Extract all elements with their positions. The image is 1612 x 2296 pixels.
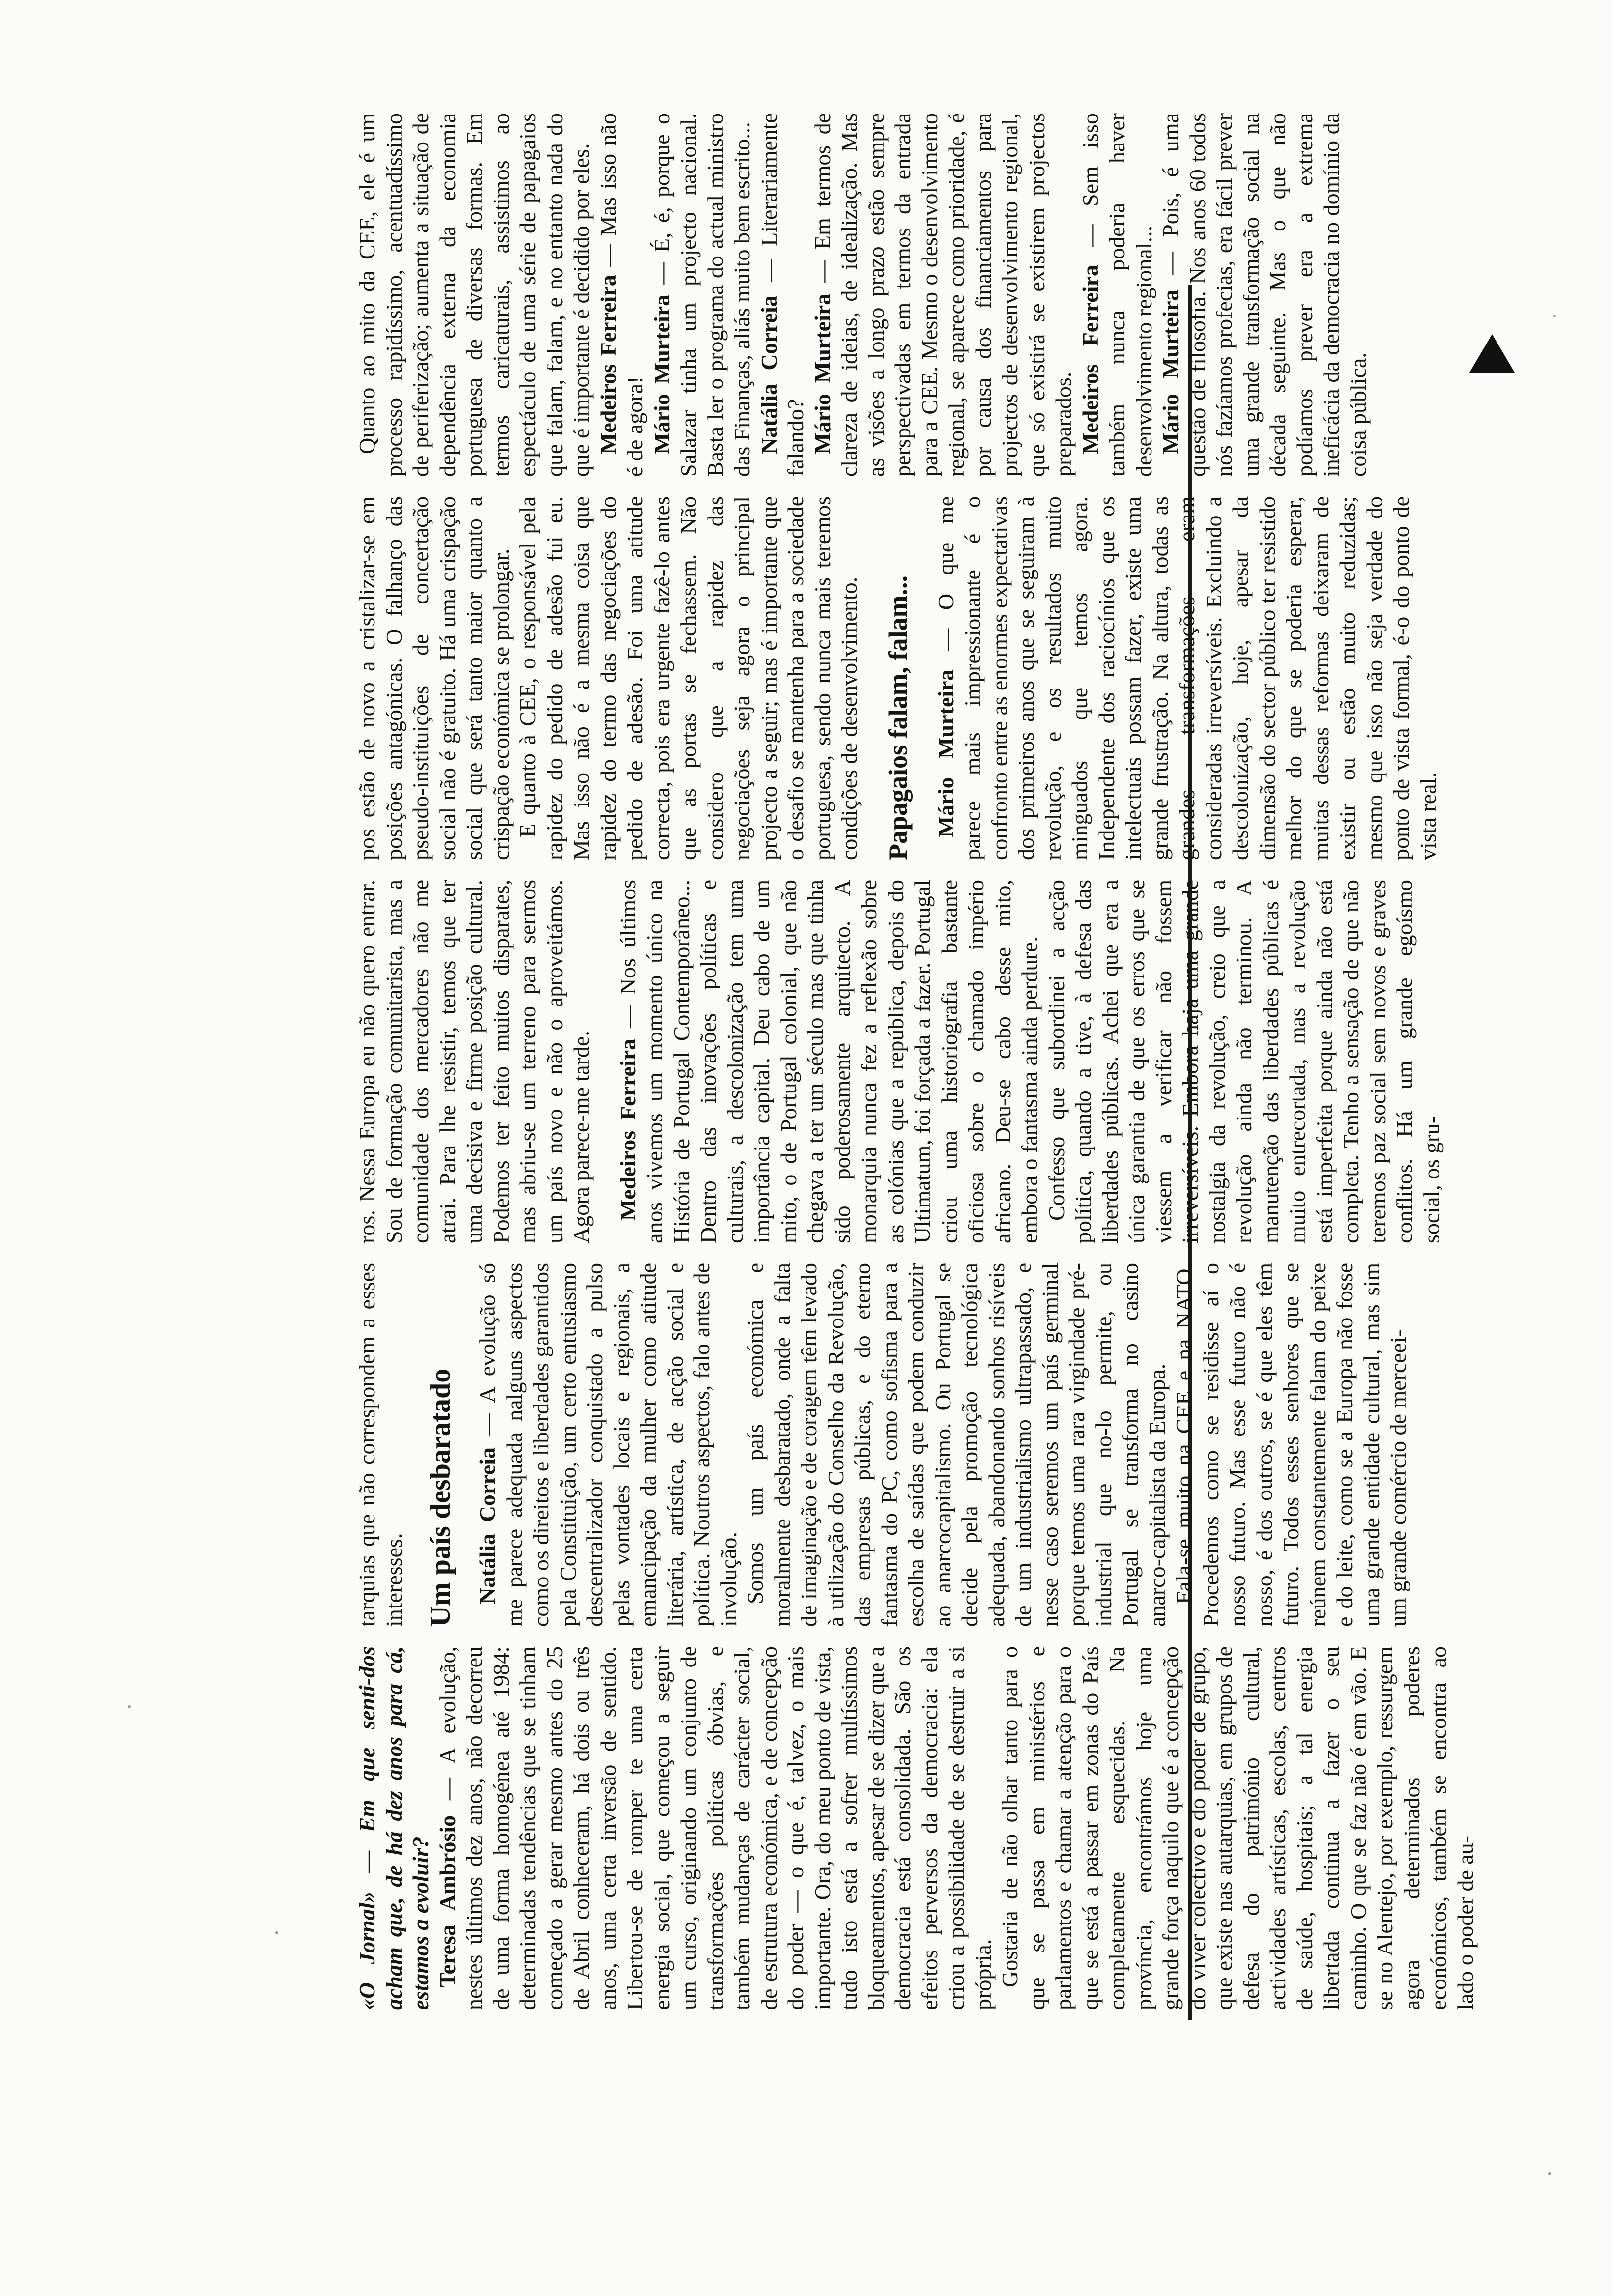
- paragraph: ros. Nessa Europa eu não quero entrar. Sou de formação comunitarista, mas a comunidade dos mercadores não me atrai. Para lhe resistir, temos que ter uma decisiva e firme posição cultural. Podemos ter feito muitos disparates, mas abriu-se um terreno para sermos um país novo e não o aproveitámos. Agora parece-me tarde.: [354, 880, 594, 1243]
- interview-question: «O Jornal» — Em que senti-dos acham que, de há dez anos para cá, estamos a evoluir?: [354, 1646, 433, 2010]
- paragraph: Medeiros Ferreira — Sem isso também nunca poderia haver desenvolvimento regional...: [1077, 113, 1156, 477]
- article-column-5: [354, 113, 1371, 477]
- article-column-1: [354, 1646, 1478, 2010]
- speaker-name: Mário Murteira: [649, 294, 674, 454]
- continue-arrow-icon: [1469, 334, 1515, 373]
- speaker-name: Natália Correia: [756, 295, 781, 454]
- paragraph: pos estão de novo a cristalizar-se em posições antagónicas. O falhanço das pseudo-instituições de concertação social não é gratuito. Há uma crispação social que será tanto maior quanto a crispação económica se prolongar.: [354, 496, 514, 860]
- paragraph: Medeiros Ferreira — Mas isso não é de agora!: [595, 113, 647, 477]
- scan-speck: [128, 1705, 131, 1708]
- speaker-name: Natália Correia: [475, 1447, 500, 1604]
- paragraph: Somos um país económica e moralmente desbaratado, onde a falta de imaginação e de coragem têm levado à utilização do Conselho da Revolução, das empresas públicas, e do eterno fantasma do PC, como sofisma para a escolha de saídas que podem conduzir ao anarcocapitalismo. Ou Portugal se decide pela promoção tecnológica adequada, abandonando sonhos risíveis de um industrialismo ultrapassado, e nesse caso seremos um país germinal porque temos uma rara virgindade pré-industrial que no-lo permite, ou Portugal se transforma no casino anarco-capitalista da Europa.: [743, 1263, 1170, 1627]
- speaker-name: Mário Murteira: [1158, 289, 1183, 454]
- paragraph: Natália Correia — Literariamente falando?: [756, 113, 808, 477]
- paragraph: tarquias que não correspondem a esses interesses.: [354, 1263, 406, 1627]
- paragraph: Quanto ao mito da CEE, ele é um processo rapidíssimo, acentuadíssimo de periferização; aumenta a situação de dependência externa da economia portuguesa de diversas formas. Em termos caricaturais, assistimos ao espectáculo de uma série de papagaios que falam, falam, e no entanto nada do que é importante é decidido por eles.: [354, 113, 594, 477]
- paragraph: Gostaria de não olhar tanto para o que se passa em ministérios e parlamentos e chamar a atenção para o que se está a passar em zonas do País completamente esquecidas. Na província, encontrámos hoje uma grande força naquilo que é a concepção do viver colectivo e do poder de grupo, que existe nas autarquias, em grupos de defesa do património cultural, actividades artísticas, escolas, centros de saúde, hospitais; a tal energia libertada continua a fazer o seu caminho. O que se faz não é em vão. E se no Alentejo, por exemplo, ressurgem agora determinados poderes económicos, também se encontra ao lado o poder de au-: [997, 1646, 1478, 2010]
- speaker-name: Mário Murteira: [933, 669, 958, 837]
- paragraph: Confesso que subordinei a acção política, quando a tive, à defesa das liberdades públicas. Achei que era a única garantia de que os erros que se viessem a verificar não fossem irreversíveis. Embora haja uma grande nostalgia da revolução, creio que a revolução ainda não terminou. A manutenção das liberdades públicas é muito entrecortada, mas a revolução está imperfeita porque ainda não está completa. Tenho a sensação de que não teremos paz social sem novos e graves conflitos. Há um grande egoísmo social, os gru-: [1043, 880, 1444, 1243]
- section-heading: Um país desbaratado: [424, 1368, 456, 1627]
- paragraph: Teresa Ambrósio — A evolução, nestes últimos dez anos, não decorreu de uma forma homogénea até 1984: determinadas tendências que se tinham começado a gerar mesmo antes do 25 de Abril conheceram, há dois ou três anos, uma certa inversão de sentido. Libertou-se de romper te uma certa energia social, que começou a seguir um curso, originando um conjunto de transformações políticas óbvias, e também mudanças de carácter social, de estrutura económica, e de concepção do poder — o que é, talvez, o mais importante. Ora, do meu ponto de vista, tudo isto está a sofrer multíssimos bloqueamentos, apesar de se dizer que a democracia está consolidada. São os efeitos perversos da democracia: ela criou a possibilidade de se destruir a si própria.: [434, 1646, 996, 2010]
- scan-speck: [1548, 2172, 1551, 2175]
- speaker-name: Medeiros Ferreira: [595, 275, 621, 454]
- speaker-name: Medeiros Ferreira: [615, 1038, 640, 1221]
- speaker-name: Medeiros Ferreira: [1077, 265, 1103, 454]
- scan-speck: [275, 1931, 278, 1934]
- speaker-name: Mário Murteira: [809, 293, 835, 454]
- scan-speck: [1553, 315, 1556, 317]
- rotated-article: [354, 74, 1478, 2015]
- paragraph: E quanto à CEE, o responsável pela rapidez do pedido de adesão fui eu. Mas isso não é a mesma coisa que rapidez do termo das negociações do pedido de adesão. Foi uma atitude correcta, pois era urgente fazê-lo antes que as portas se fechassem. Não considero que a rapidez das negociações seja agora o principal projecto a seguir; mas é importante que o desafio se mantenha para a sociedade portuguesa, sendo nunca mais teremos condições de desenvolvimento.: [515, 496, 862, 860]
- article-column-2: [354, 1263, 1410, 1627]
- paragraph: Mário Murteira — Pois, é uma questão de filosofia. Nos anos 60 todos nós fazíamos profecias, era fácil prever uma grande transformação social na década seguinte. Mas o que não podíamos prever era a extrema ineficácia da democracia no domínio da coisa pública.: [1158, 113, 1371, 477]
- speaker-name: Teresa Ambrósio: [434, 1815, 460, 1987]
- paragraph: Mário Murteira — É, é, porque o Salazar tinha um projecto nacional. Basta ler o programa do actual ministro das Finanças, aliás muito bem escrito...: [649, 113, 754, 477]
- article-column-3: [354, 880, 1444, 1243]
- article-column-4: [354, 496, 1440, 860]
- section-heading: Papagaios falam, falam...: [883, 575, 913, 860]
- paragraph: Mário Murteira — O que me parece mais impressionante é o confronto entre as enormes expectativas dos primeiros anos que se seguiram à revolução, e os resultados muito minguados que temos agora. Independente dos raciocínios que os intelectuais possam fazer, existe uma grande frustração. Na altura, todas as grandes transformações eram consideradas irreversíveis. Excluindo a descolonização, hoje, apesar da dimensão do sector público ter resistido melhor do que se poderia esperar, muitas dessas reformas deixaram de existir ou estão muito reduzidas; mesmo que isso não seja verdade do ponto de vista formal, é-o do ponto de vista real.: [933, 496, 1440, 860]
- paragraph: Natália Correia — A evolução só me parece adequada nalguns aspectos como os direitos e liberdades garantidos pela Constituição, um certo entusiasmo descentralizador conquistado a pulso pelas vontades locais e regionais, a emancipação da mulher como atitude literária, artística, de acção social e política. Noutros aspectos, falo antes de involução.: [475, 1263, 741, 1627]
- paragraph: Fala-se muito na CEE e na NATO. Procedemos como se residisse aí o nosso futuro. Mas esse futuro não é nosso, é dos outros, se é que eles têm futuro. Todos esses senhores que se reúnem constantemente falam do peixe e do leite, como se a Europa não fosse uma grande entidade cultural, mas sim um grande comércio de merceei-: [1171, 1263, 1410, 1627]
- paragraph: Mário Murteira — Em termos de clareza de ideias, de idealização. Mas as visões a longo prazo estão sempre perspectivadas em termos da entrada para a CEE. Mesmo o desenvolvimento regional, se aparece como prioridade, é por causa dos financiamentos para projectos de desenvolvimento regional, que só existirá se existirem projectos preparados.: [809, 113, 1076, 477]
- paragraph: Medeiros Ferreira — Nos últimos anos vivemos um momento único na História de Portugal Contemporâneo... Dentro das inovações políticas e culturais, a descolonização tem uma importância capital. Deu cabo de um mito, o de Portugal colonial, que não chegava a ter um século mas que tinha sido poderosamente arquitecto. A monarquia nunca fez a reflexão sobre as colónias que a república, depois do Ultimatum, foi forçada a fazer. Portugal criou uma historiografia bastante oficiosa sobre o chamado império africano. Deu-se cabo desse mito, embora o fantasma ainda perdure.: [615, 880, 1042, 1243]
